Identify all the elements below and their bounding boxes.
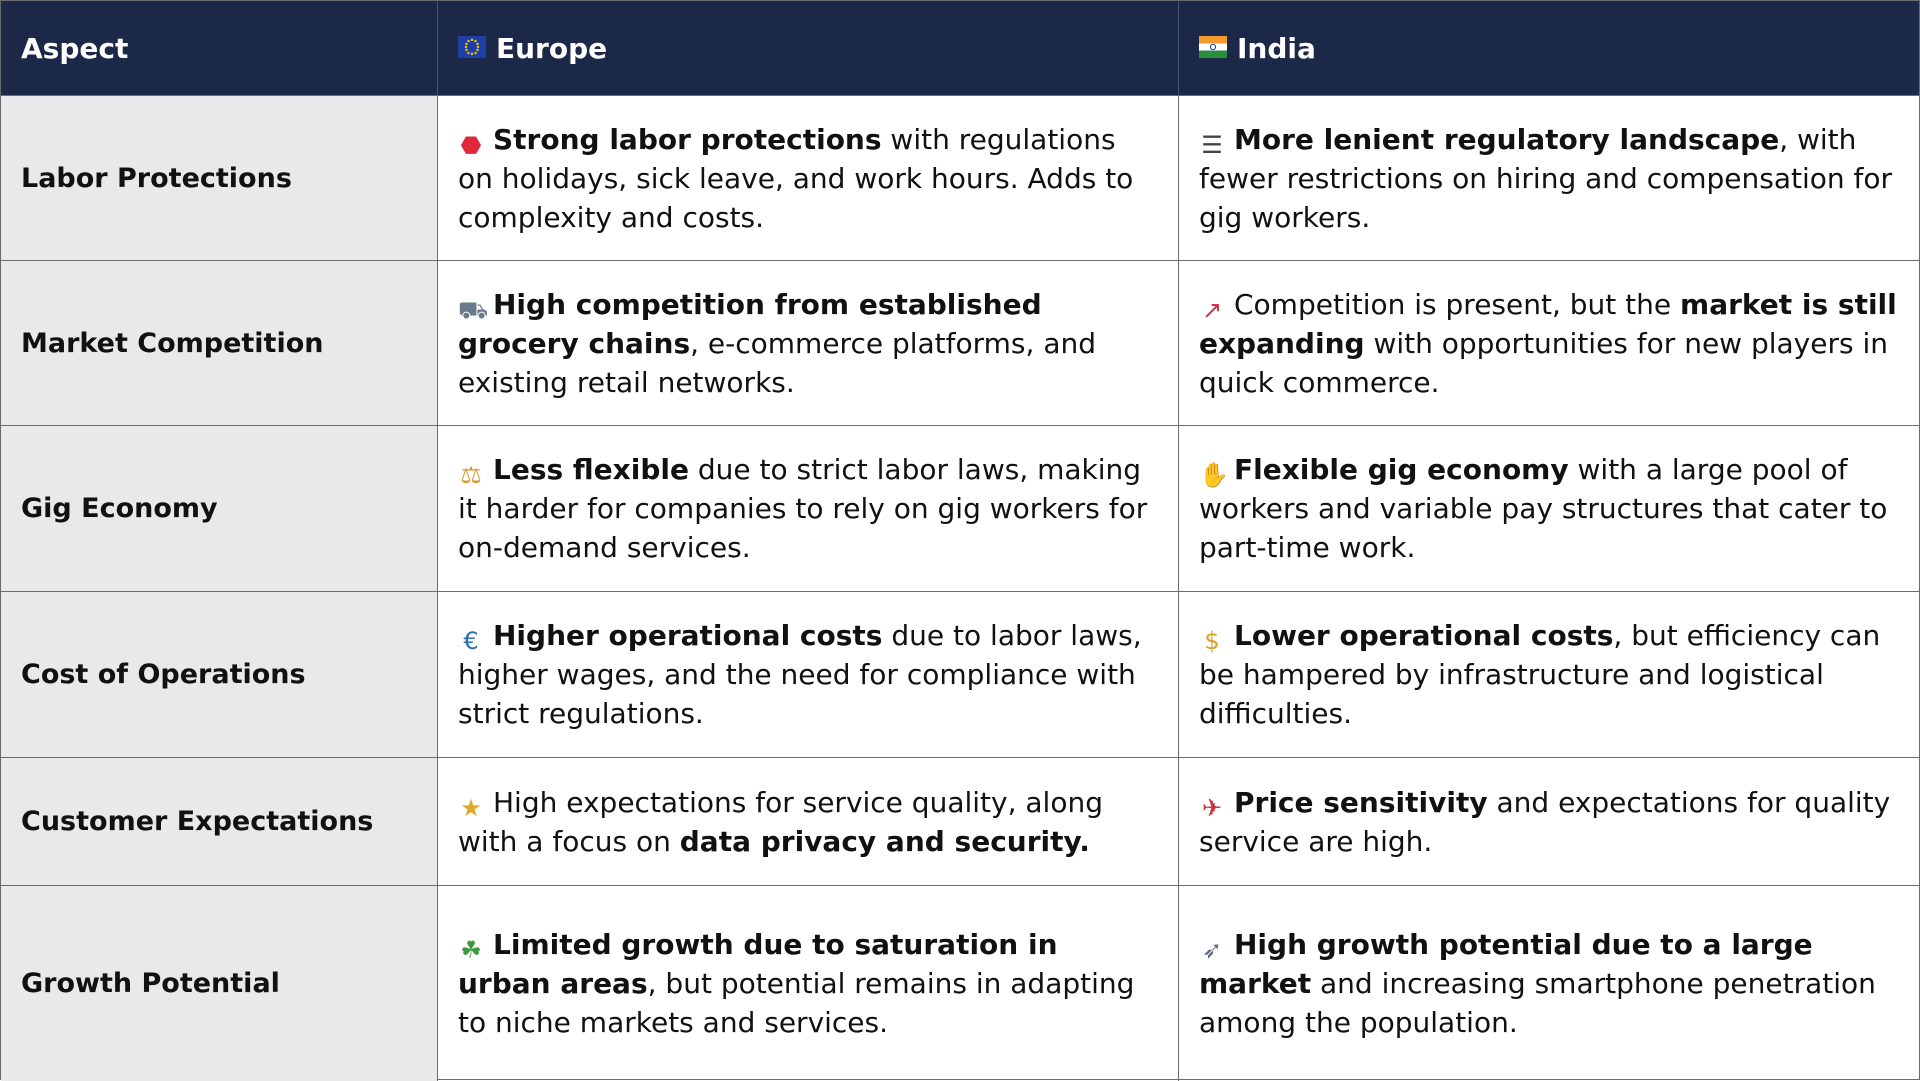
europe-text — [458, 783, 1158, 861]
handshake-icon: ✋ — [1199, 461, 1229, 489]
header-india-label: India — [1237, 31, 1316, 65]
table-header-row — [1, 1, 1919, 96]
header-india — [1178, 1, 1919, 95]
table-row — [1, 758, 1919, 886]
europe-cell — [437, 96, 1178, 260]
aspect-label: Growth Potential — [21, 968, 280, 999]
aspect-label: Customer Expectations — [21, 806, 374, 837]
table-row — [1, 886, 1919, 1081]
europe-text — [458, 450, 1158, 567]
table-row — [1, 426, 1919, 592]
body-text: , with fewer restrictions on hiring and compensation for gig workers. — [1199, 122, 1893, 234]
europe-text — [458, 925, 1158, 1042]
india-text — [1199, 783, 1899, 861]
india-text — [1199, 285, 1899, 402]
india-text — [1199, 120, 1899, 237]
aspect-label: Labor Protections — [21, 162, 292, 194]
india-cell — [1178, 96, 1919, 260]
europe-cell — [437, 261, 1178, 425]
shopping-cart-icon: ⛟ — [458, 295, 489, 324]
medal-icon: ★ — [460, 793, 482, 822]
rocket-icon: ➶ — [1201, 936, 1223, 964]
body-text: and increasing smartphone penetration among the population. — [1199, 967, 1876, 1039]
balance-scale-icon: ⚖ — [460, 461, 482, 489]
europe-cell — [437, 592, 1178, 757]
bold-text: market is still expanding — [1199, 287, 1897, 360]
india-cell — [1178, 592, 1919, 757]
body-text: High expectations for service quality, along with a focus on — [458, 785, 1103, 858]
header-aspect-label: Aspect — [21, 31, 129, 65]
aspect-label: Market Competition — [21, 327, 324, 359]
table-row — [1, 96, 1919, 261]
india-cell — [1178, 261, 1919, 425]
chart-increasing-icon: ↗ — [1201, 295, 1223, 324]
india-flag-icon — [1199, 32, 1227, 65]
india-cell — [1178, 758, 1919, 885]
bold-text: More lenient regulatory landscape — [1234, 122, 1780, 156]
header-aspect — [1, 1, 437, 95]
bold-text: Strong labor protections — [493, 122, 882, 156]
aspect-label: Cost of Operations — [21, 659, 306, 690]
bold-text: High growth potential due to a large market — [1199, 928, 1813, 1000]
stop-sign-icon: ⬣ — [460, 130, 482, 159]
header-europe-label: Europe — [496, 31, 608, 65]
eu-flag-icon — [458, 32, 486, 65]
table-row — [1, 592, 1919, 758]
aspect-cell — [1, 592, 437, 757]
bold-text: High competition from established grocery chains — [458, 287, 1042, 360]
india-text — [1199, 450, 1899, 567]
aspect-cell — [1, 261, 437, 425]
india-cell — [1178, 426, 1919, 591]
body-text: Competition is present, but the — [1234, 287, 1681, 321]
bold-text: data privacy and security. — [679, 824, 1090, 858]
europe-text — [458, 285, 1158, 402]
body-text: due to labor laws, higher wages, and the need for compliance with strict regulations. — [458, 619, 1142, 730]
body-text: with a large pool of workers and variable pay structures that cater to part-time work. — [1199, 453, 1888, 564]
india-cell — [1178, 886, 1919, 1081]
aspect-cell — [1, 758, 437, 885]
body-text: , e-commerce platforms, and existing retail networks. — [458, 326, 1096, 399]
bold-text: Price sensitivity — [1234, 785, 1488, 819]
euro-banknote-icon: € — [463, 627, 479, 655]
header-europe — [437, 1, 1178, 95]
aspect-cell — [1, 886, 437, 1081]
india-text — [1199, 616, 1899, 733]
body-text: due to strict labor laws, making it harder for companies to rely on gig workers for on-demand services. — [458, 453, 1148, 564]
seedling-icon: ☘ — [460, 936, 482, 964]
india-text — [1199, 925, 1899, 1042]
europe-cell — [437, 426, 1178, 591]
table-body — [1, 96, 1919, 1081]
body-text: with opportunities for new players in quick commerce. — [1199, 326, 1889, 399]
body-text: , but efficiency can be hampered by infrastructure and logistical difficulties. — [1199, 619, 1881, 730]
body-text: , but potential remains in adapting to niche markets and services. — [458, 967, 1135, 1039]
aspect-cell — [1, 426, 437, 591]
europe-cell — [437, 758, 1178, 885]
money-bag-icon: $ — [1204, 627, 1220, 655]
body-text: with regulations on holidays, sick leave, and work hours. Adds to complexity and costs. — [458, 122, 1134, 234]
europe-cell — [437, 886, 1178, 1081]
traffic-light-icon: ☰ — [1201, 130, 1223, 159]
bold-text: Flexible gig economy — [1234, 453, 1569, 486]
europe-text — [458, 616, 1158, 733]
motor-scooter-icon: ✈ — [1201, 793, 1223, 822]
bold-text: Limited growth due to saturation in urban areas — [458, 928, 1058, 1000]
body-text: and expectations for quality service are high. — [1199, 785, 1891, 858]
aspect-label: Gig Economy — [21, 493, 218, 524]
table-row — [1, 261, 1919, 426]
aspect-cell — [1, 96, 437, 260]
bold-text: Higher operational costs — [493, 619, 883, 652]
bold-text: Less flexible — [493, 453, 689, 486]
europe-text — [458, 120, 1158, 237]
bold-text: Lower operational costs — [1234, 619, 1614, 652]
